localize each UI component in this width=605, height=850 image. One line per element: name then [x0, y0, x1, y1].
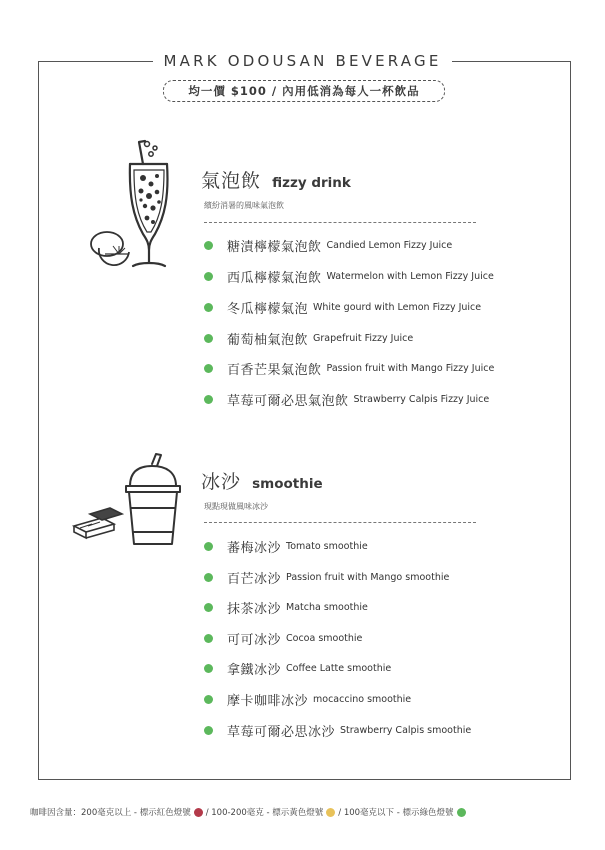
item-name-zh: 冬瓜檸檬氣泡 [227, 301, 309, 317]
smoothie-title-en: smoothie [252, 476, 323, 492]
menu-item [204, 330, 413, 346]
smoothie-title [201, 467, 323, 494]
item-name-zh: 葡萄柚氣泡飲 [227, 332, 309, 348]
caffeine-green-dot [457, 808, 466, 817]
item-name-en: Passion fruit with Mango Fizzy Juice [326, 362, 495, 374]
menu-item [204, 630, 362, 646]
item-dot [204, 303, 213, 312]
menu-item [204, 360, 494, 376]
item-name-en: Grapefruit Fizzy Juice [313, 332, 414, 344]
item-dot [204, 241, 213, 250]
menu-item [204, 268, 494, 284]
item-name-zh: 可可冰沙 [227, 632, 282, 648]
menu-item [204, 237, 452, 253]
item-name-zh: 蕃梅冰沙 [227, 540, 282, 556]
item-name-en: Coffee Latte smoothie [286, 662, 392, 674]
fizzy-drink-glass-icon [85, 136, 190, 276]
item-dot [204, 272, 213, 281]
item-dot [204, 573, 213, 582]
fizzy-drink-title-zh: 氣泡飲 [201, 170, 262, 192]
menu-item [204, 538, 368, 554]
item-dot [204, 334, 213, 343]
item-name-en: mocaccino smoothie [313, 693, 412, 705]
menu-item [204, 569, 449, 585]
item-name-zh: 摩卡咖啡冰沙 [227, 693, 309, 709]
caffeine-red-dot [194, 808, 203, 817]
smoothie-divider [204, 522, 476, 523]
menu-item [204, 299, 481, 315]
brand-title-text: MARK ODOUSAN BEVERAGE [153, 50, 451, 72]
lemon-icon [91, 232, 129, 265]
item-name-en: Matcha smoothie [286, 601, 368, 613]
item-name-zh: 百芒冰沙 [227, 571, 282, 587]
menu-item [204, 660, 391, 676]
item-name-zh: 草莓可爾必思冰沙 [227, 724, 336, 740]
item-name-zh: 拿鐵冰沙 [227, 662, 282, 678]
price-note: 均一價 $100 / 內用低消為每人一杯飲品 [163, 80, 445, 102]
fizzy-drink-title-en: fizzy drink [272, 175, 351, 191]
item-name-zh: 草莓可爾必思氣泡飲 [227, 393, 349, 409]
item-dot [204, 664, 213, 673]
item-name-en: Watermelon with Lemon Fizzy Juice [326, 270, 494, 282]
item-name-en: Passion fruit with Mango smoothie [286, 571, 450, 583]
item-name-en: Strawberry Calpis Fizzy Juice [353, 393, 490, 405]
item-name-en: White gourd with Lemon Fizzy Juice [313, 301, 482, 313]
fizzy-drink-divider [204, 222, 476, 223]
smoothie-title-zh: 冰沙 [201, 471, 242, 493]
menu-item [204, 691, 411, 707]
item-dot [204, 634, 213, 643]
menu-item [204, 391, 489, 407]
item-dot [204, 603, 213, 612]
item-name-zh: 糖漬檸檬氣泡飲 [227, 239, 322, 255]
caffeine-legend-low: / 100毫克以下 - 標示綠色燈號 [338, 808, 454, 818]
item-dot [204, 726, 213, 735]
caffeine-legend-high: 咖啡因含量：200毫克以上 - 標示紅色燈號 [30, 808, 191, 818]
fizzy-drink-title [201, 166, 351, 193]
item-name-zh: 抹茶冰沙 [227, 601, 282, 617]
item-dot [204, 542, 213, 551]
item-name-en: Tomato smoothie [286, 540, 368, 552]
item-dot [204, 364, 213, 373]
item-name-en: Strawberry Calpis smoothie [340, 724, 472, 736]
item-name-en: Candied Lemon Fizzy Juice [326, 239, 453, 251]
item-name-en: Cocoa smoothie [286, 632, 363, 644]
caffeine-legend-mid: / 100-200毫克 - 標示黃色燈號 [205, 808, 324, 818]
item-dot [204, 695, 213, 704]
chocolate-icon [74, 508, 122, 538]
item-dot [204, 395, 213, 404]
caffeine-yellow-dot [326, 808, 335, 817]
smoothie-cup-icon [72, 452, 182, 552]
item-name-zh: 西瓜檸檬氣泡飲 [227, 270, 322, 286]
smoothie-subtitle: 現點現做風味冰沙 [204, 502, 268, 511]
fizzy-drink-subtitle: 繽紛消暑的風味氣泡飲 [204, 201, 284, 210]
menu-item [204, 599, 368, 615]
menu-item [204, 722, 471, 738]
item-name-zh: 百香芒果氣泡飲 [227, 362, 322, 378]
caffeine-legend [30, 806, 469, 818]
